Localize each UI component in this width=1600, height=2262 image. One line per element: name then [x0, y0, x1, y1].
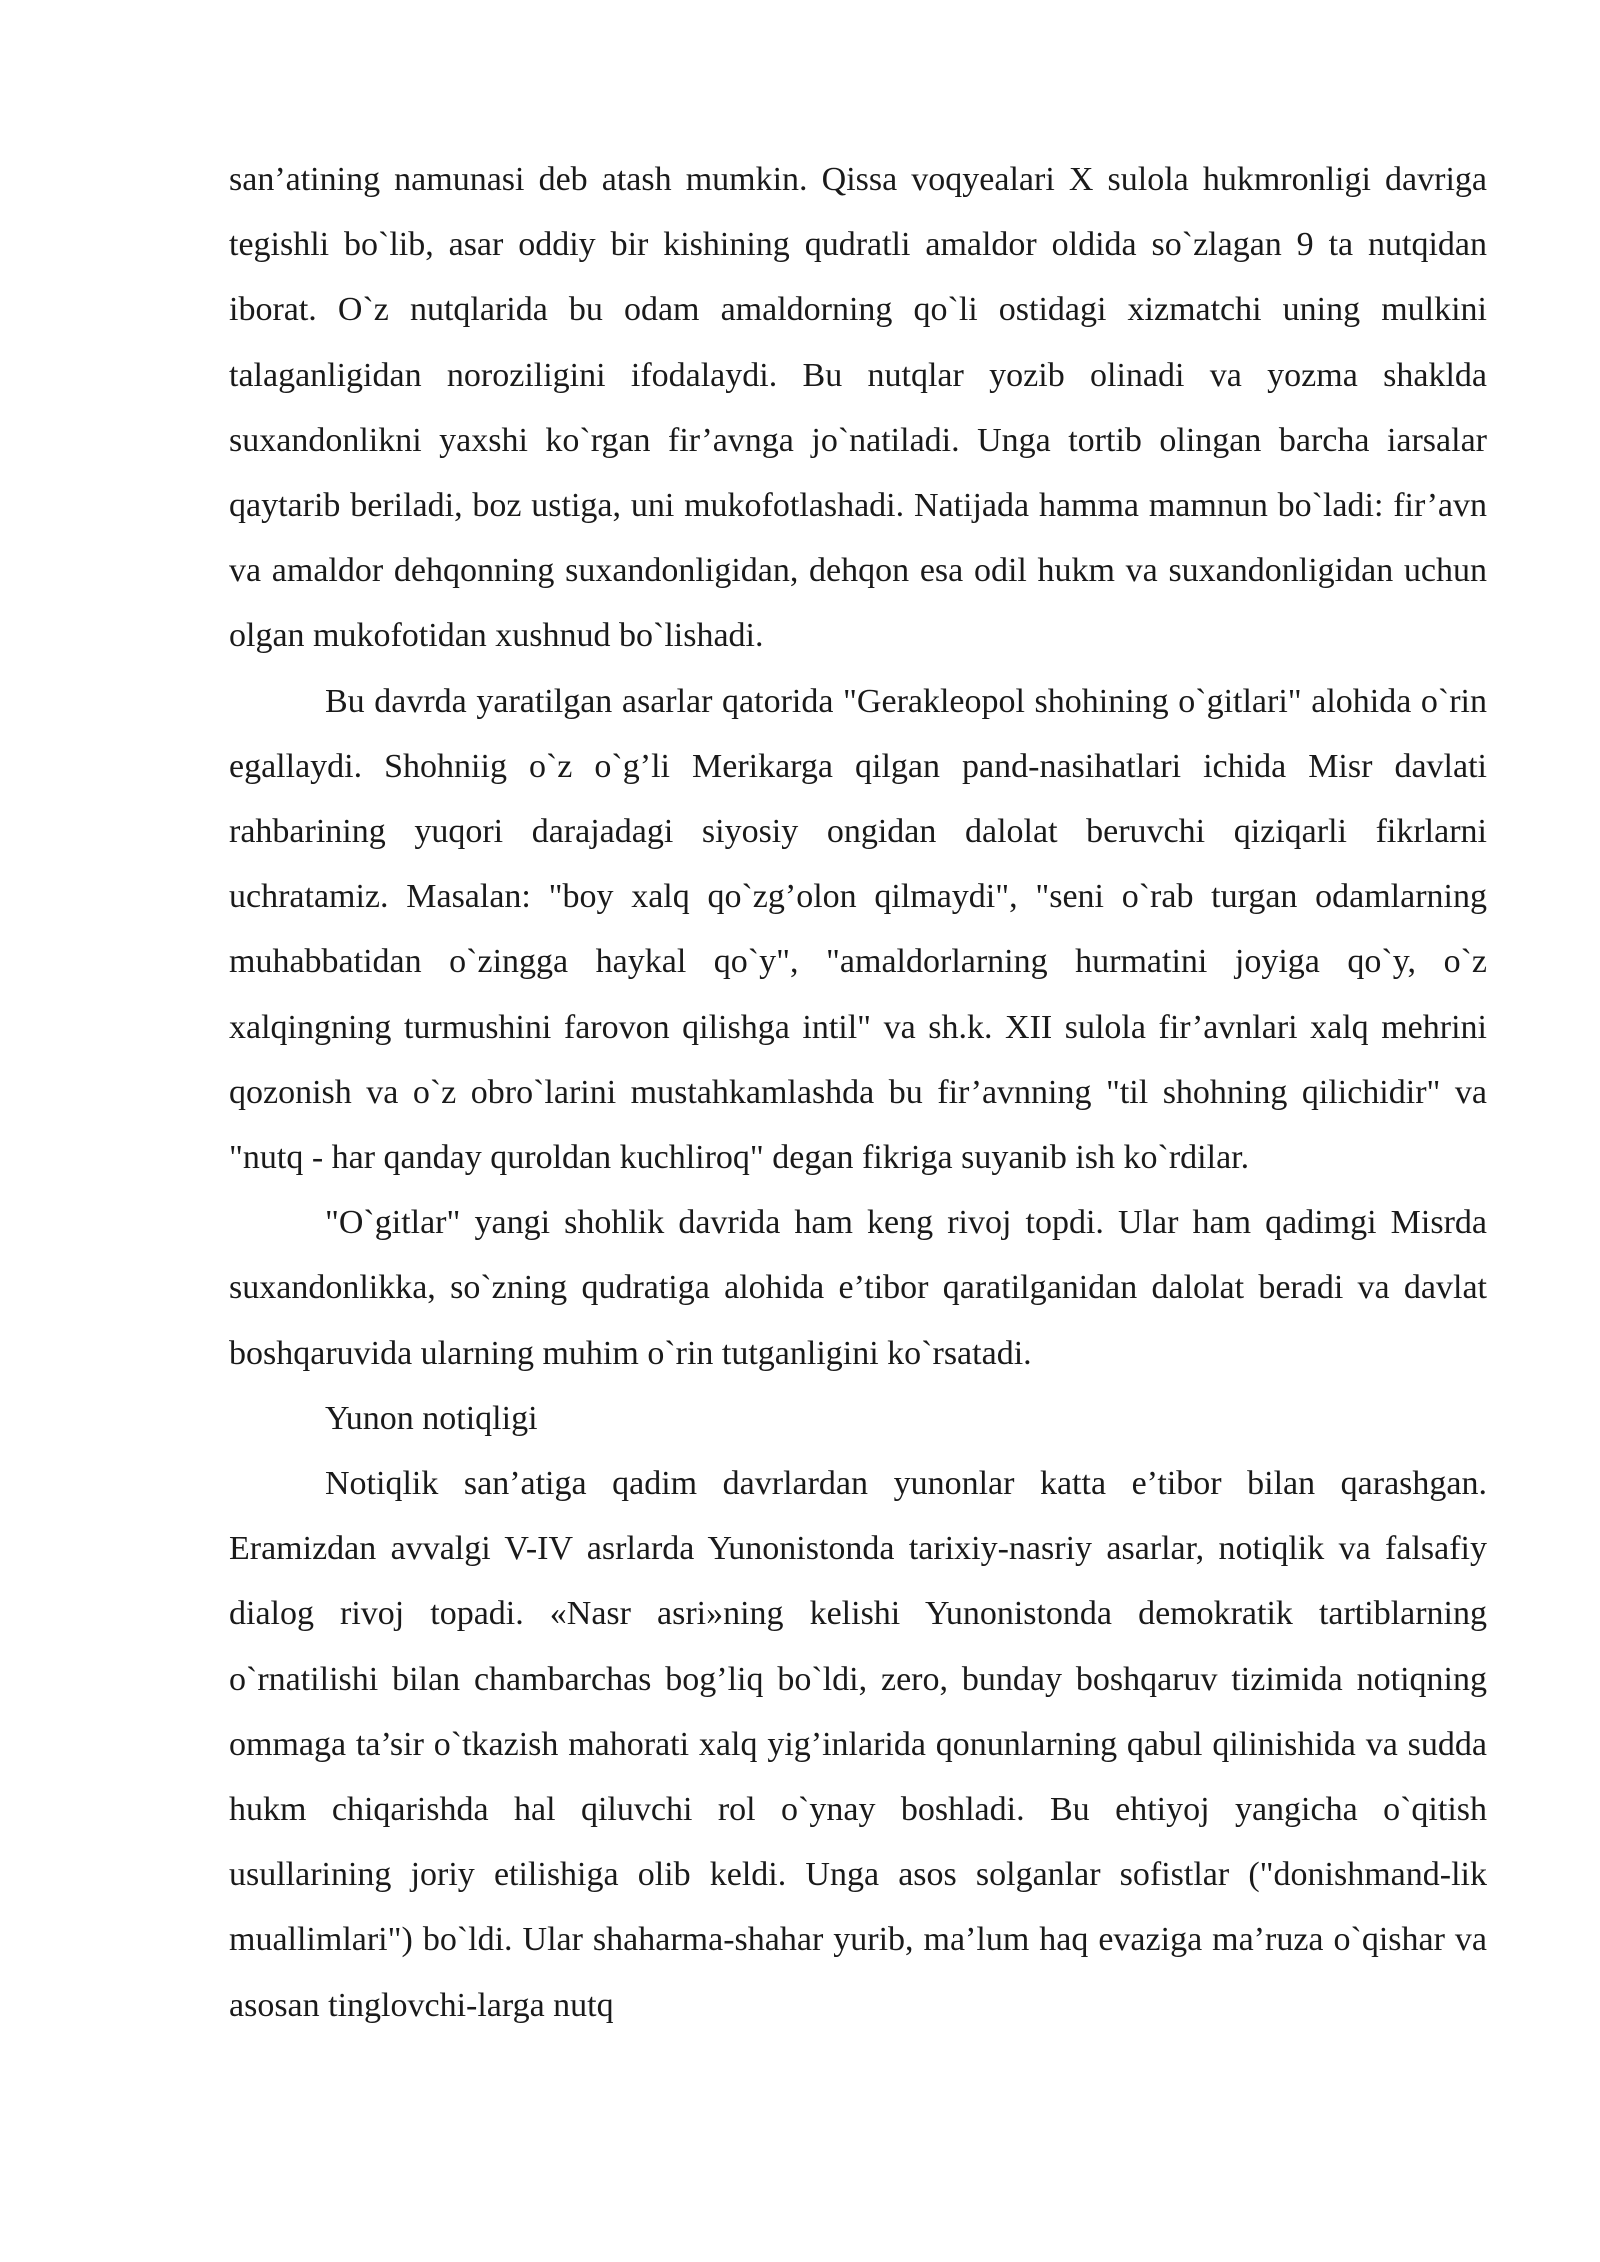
- paragraph-gerakleopol: Bu davrda yaratilgan asarlar qatorida "Gerakleopol shohining o`gitlari" alohida o`rin egallaydi. Shohniig o`z o`g’li Merikarga qilgan pand-nasihatlari ichida Misr davlati rahbarining yuqori darajadagi siyosiy ongidan dalolat beruvchi qiziqarli fikrlarni uchratamiz. Masalan: "boy xalq qo`zg’olon qilmaydi", "seni o`rab turgan odamlarning muhabbatidan o`zingga haykal qo`y", "amaldorlarning hurmatini joyiga qo`y, o`z xalqingning turmushini farovon qilishga intil" va sh.k. XII sulola fir’avnlari xalq mehrini qozonish va o`z obro`larini mustahkamlashda bu fir’avnning "til shohning qilichidir" va "nutq - har qanday quroldan kuchliroq" degan fikriga suyanib ish ko`rdilar.: [229, 682, 1487, 1177]
- paragraph-ogitlar: "O`gitlar" yangi shohlik davrida ham keng rivoj topdi. Ular ham qadimgi Misrda suxandonlikka, so`zning qudratiga alohida e’tibor qaratilganidan dalolat beradi va davlat boshqaruvida ularning muhim o`rin tutganligini ko`rsatadi.: [229, 1204, 1487, 1372]
- paragraph-yunon-notiqligi: Notiqlik san’atiga qadim davrlardan yunonlar katta e’tibor bilan qarashgan. Eramizdan avvalgi V-IV asrlarda Yunonistonda tarixiy-nasriy asarlar, notiqlik va falsafiy dialog rivoj topadi. «Nasr asri»ning kelishi Yunonistonda demokratik tartiblarning o`rnatilishi bilan chambarchas bog’liq bo`ldi, zero, bunday boshqaruv tizimida notiqning ommaga ta’sir o`tkazish mahorati xalq yig’inlarida qonunlarning qabul qilinishida va sudda hukm chiqarishda hal qiluvchi rol o`ynay boshladi. Bu ehtiyoj yangicha o`qitish usullarining joriy etilishiga olib keldi. Unga asos solganlar sofistlar ("donishmand-lik muallimlari") bo`ldi. Ular shaharma-shahar yurib, ma’lum haq evaziga ma’ruza o`qishar va asosan tinglovchi-larga nutq: [229, 1465, 1487, 2024]
- document-page: [229, 147, 1487, 2038]
- section-heading: Yunon notiqligi: [325, 1399, 538, 1437]
- paragraph-continued: san’atining namunasi deb atash mumkin. Qissa voqyealari X sulola hukmronligi davriga tegishli bo`lib, asar oddiy bir kishining qudratli amaldor oldida so`zlagan 9 ta nutqidan iborat. O`z nutqlarida bu odam amaldorning qo`li ostidagi xizmatchi uning mulkini talaganligidan noroziligini ifodalaydi. Bu nutqlar yozib olinadi va yozma shaklda suxandonlikni yaxshi ko`rgan fir’avnga jo`natiladi. Unga tortib olingan barcha iarsalar qaytarib beriladi, boz ustiga, uni mukofotlashadi. Natijada hamma mamnun bo`ladi: fir’avn va amaldor dehqonning suxandonligidan, dehqon esa odil hukm va suxandonligidan uchun olgan mukofotidan xushnud bo`lishadi.: [229, 161, 1487, 655]
